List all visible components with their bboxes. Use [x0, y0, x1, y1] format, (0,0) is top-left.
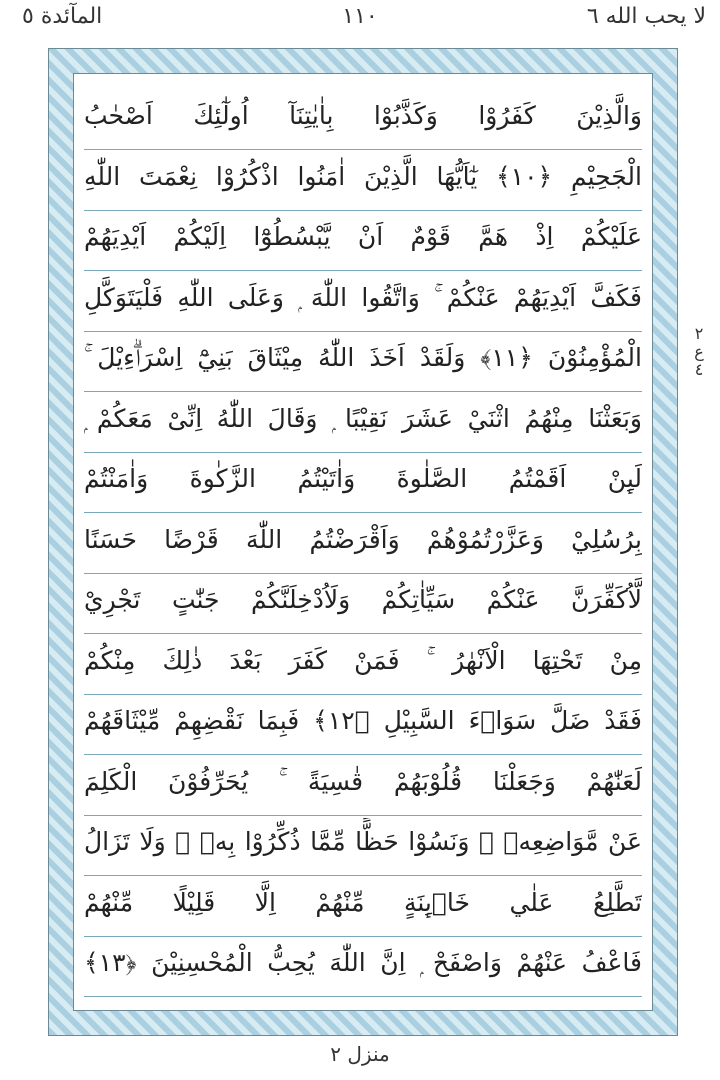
verse-line: وَالَّذِيْنَ كَفَرُوْا وَكَذَّبُوْا بِاٰيٰتِنَآ اُولٰٓئِكَ اَصْحٰبُ [84, 92, 642, 150]
manzil-label: منزل ٢ [330, 1042, 390, 1066]
verse-line: تَطَّلِعُ عَلٰي خَاۗىِٕنَةٍ مِّنْهُمْ اِلَّا قَلِيْلًا مِّنْهُمْ [84, 879, 642, 937]
surah-name: المآئدة ٥ [22, 4, 103, 29]
page-number: ١١٠ [342, 4, 378, 29]
verse-line: الْمُؤْمِنُوْنَ ﴿١١﴾ وَلَقَدْ اَخَذَ اللّٰهُ مِيْثَاقَ بَنِيْٓ اِسْرَاۗءِيْلَ ۚ [84, 334, 642, 392]
verse-line: وَبَعَثْنَا مِنْهُمُ اثْنَيْ عَشَرَ نَقِيْبًا ۭ وَقَالَ اللّٰهُ اِنِّىْ مَعَكُمْ ۭ [84, 395, 642, 453]
verse-line: فَكَفَّ اَيْدِيَهُمْ عَنْكُمْ ۚ وَاتَّقُوا اللّٰهَ ۭ وَعَلَى اللّٰهِ فَلْيَتَوَكَّلِ [84, 274, 642, 332]
verse-line: فَقَدْ ضَلَّ سَوَاۗءَ السَّبِيْلِ ﴿١٢﴾ فَبِمَا نَقْضِهِمْ مِّيْثَاقَهُمْ [84, 697, 642, 755]
verse-line: الْجَحِيْمِ ﴿١٠﴾ يٰٓاَيُّهَا الَّذِيْنَ اٰمَنُوا اذْكُرُوْا نِعْمَتَ اللّٰهِ [84, 153, 642, 211]
ruku-marker [686, 325, 712, 379]
verse-line: مِنْ تَحْتِهَا الْاَنْهٰرُ ۚ فَمَنْ كَفَرَ بَعْدَ ذٰلِكَ مِنْكُمْ [84, 637, 642, 695]
ruku-marker-bottom: ٤ [694, 360, 704, 379]
ruku-marker-top: ٢ [694, 324, 704, 343]
verse-line: لَعَنّٰهُمْ وَجَعَلْنَا قُلُوْبَهُمْ قٰسِيَةً ۚ يُحَرِّفُوْنَ الْكَلِمَ [84, 758, 642, 816]
verse-line: فَاعْفُ عَنْهُمْ وَاصْفَحْ ۭ اِنَّ اللّٰهَ يُحِبُّ الْمُحْسِنِيْنَ ﴿١٣﴾ [84, 939, 642, 997]
verse-line: لَىِٕنْ اَقَمْتُمُ الصَّلٰوةَ وَاٰتَيْتُمُ الزَّكٰوةَ وَاٰمَنْتُمْ [84, 455, 642, 513]
page-border [48, 48, 678, 1036]
verse-line: عَلَيْكُمْ اِذْ هَمَّ قَوْمٌ اَنْ يَّبْسُطُوْٓا اِلَيْكُمْ اَيْدِيَهُمْ [84, 213, 642, 271]
ruku-marker-mid: ع [694, 342, 704, 361]
text-area [73, 73, 653, 1011]
verse-line: بِرُسُلِيْ وَعَزَّرْتُمُوْهُمْ وَاَقْرَضْتُمُ اللّٰهَ قَرْضًا حَسَنًا [84, 516, 642, 574]
verse-line: لَّاُكَفِّرَنَّ عَنْكُمْ سَيِّاٰتِكُمْ وَلَاُدْخِلَنَّكُمْ جَنّٰتٍ تَجْرِيْ [84, 576, 642, 634]
verse-line: عَنْ مَّوَاضِعِهٖ ۙ وَنَسُوْا حَظًّا مِّمَّا ذُكِّرُوْا بِهٖ ۚ وَلَا تَزَالُ [84, 818, 642, 876]
juz-label: لا يحب الله ٦ [586, 4, 706, 29]
